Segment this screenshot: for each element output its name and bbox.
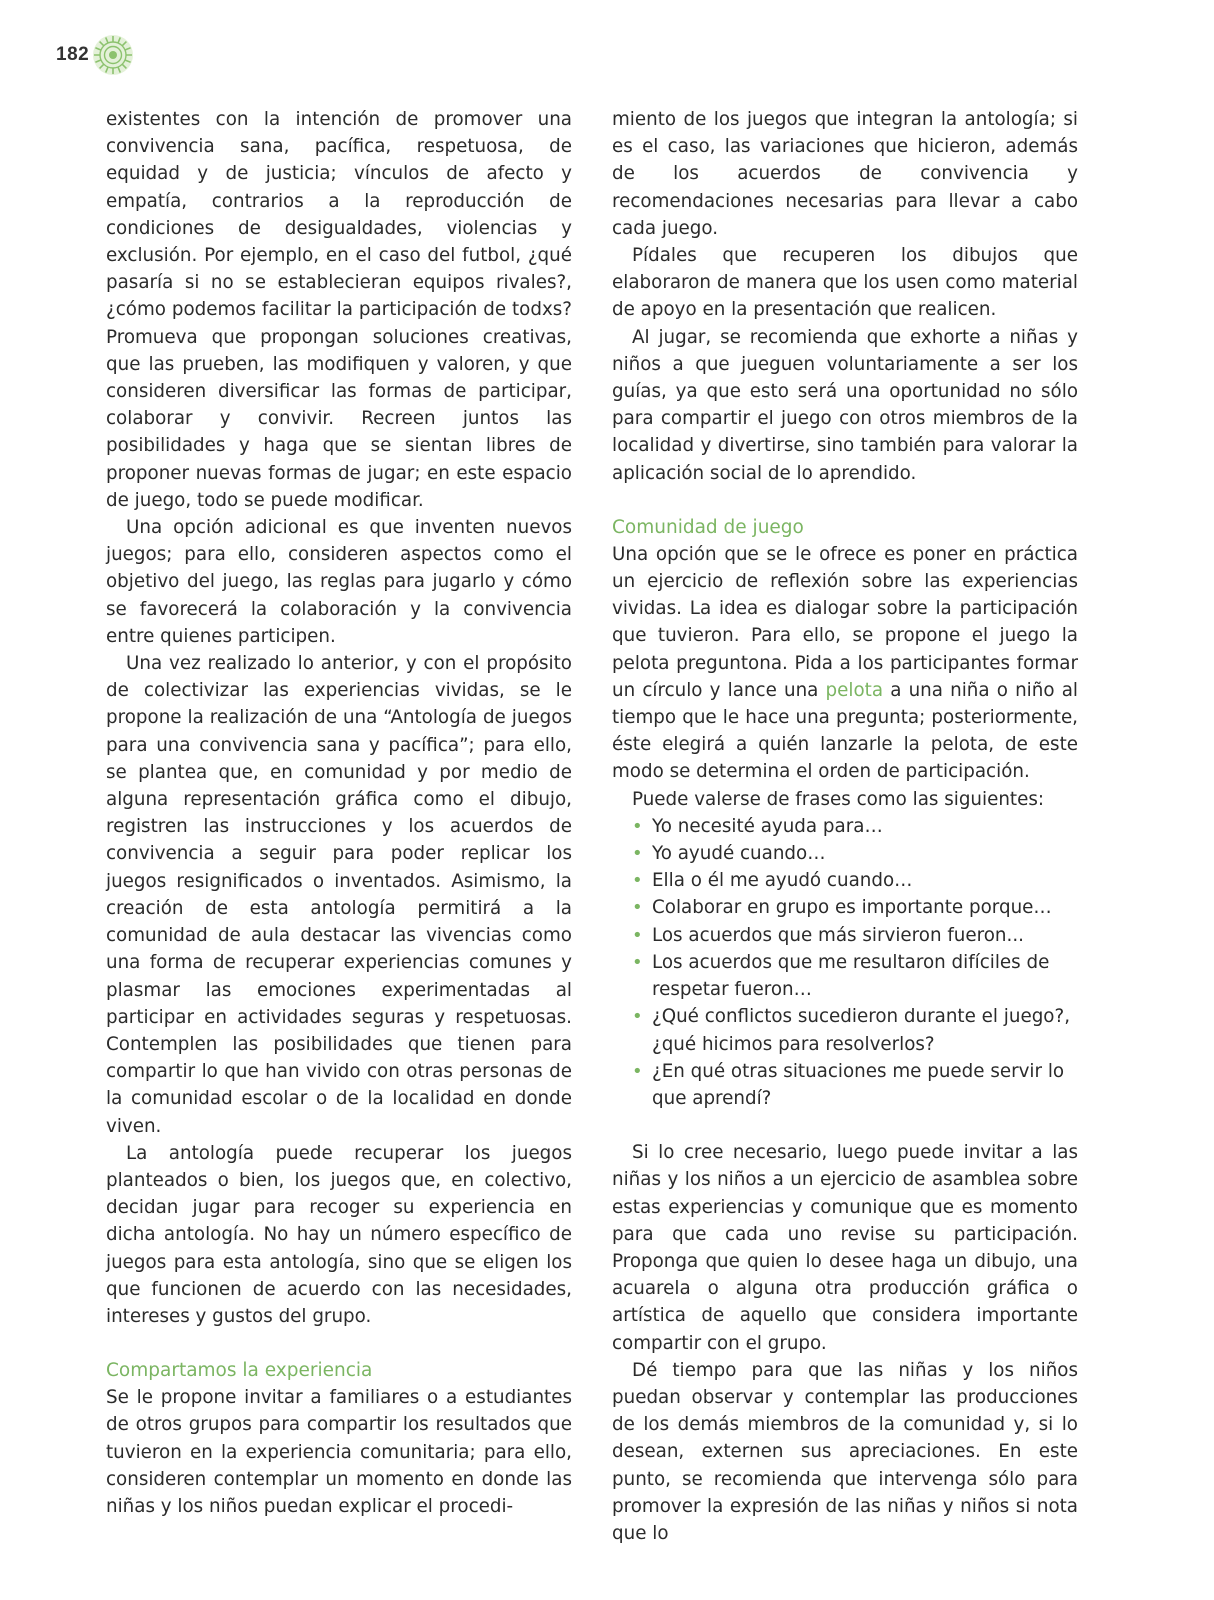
list-item: • Ella o él me ayudó cuando… <box>612 867 1078 894</box>
section-heading: Compartamos la experiencia <box>106 1360 373 1382</box>
list-item: • Colaborar en grupo es importante porque… <box>612 894 1078 921</box>
green-circular-emblem-icon <box>92 34 134 76</box>
list-item: • Yo ayudé cuando… <box>612 840 1078 867</box>
highlighted-word: pelota <box>825 679 884 701</box>
list-item: • Yo necesité ayuda para… <box>612 813 1078 840</box>
paragraph: existentes con la intención de promover una convivencia sana, pacífica, respetuosa, de equidad y de justicia; vínculos de afecto y empatía, contrarios a la reproducción de condiciones de desigualdades, violencias y exclusión. Por ejemplo, en el caso del futbol, ¿qué pasaría si no se establecieran equipos rivales?, ¿cómo podemos facilitar la participación de todxs? Promueva que propongan soluciones creativas, que las prueben, las modifiquen y valoren, y que consideren diversificar las formas de participar, colaborar y convivir. Recreen juntos las posibilidades y haga que se sientan libres de proponer nuevas formas de jugar; en este espacio de juego, todo se puede modificar. <box>106 109 572 511</box>
paragraph: Pídales que recuperen los dibujos que elaboraron de manera que los usen como material de apoyo en la presentación que realicen. <box>612 245 1078 321</box>
paragraph-text: Una opción que se le ofrece es poner en práctica un ejercicio de reflexión sobre las experiencias vividas. La idea es dialogar sobre la participación que tuvieron. Para ello, se propone el juego la pelota preguntona. Pida a los participantes formar un círculo y lance una <box>612 543 1078 701</box>
paragraph: Al jugar, se recomienda que exhorte a niñas y niños a que jueguen voluntariamente a ser los guías, ya que esto será una oportunidad no sólo para compartir el juego con otros miembros de la localidad y divertirse, sino también para valorar la aplicación social de lo aprendido. <box>612 326 1078 484</box>
paragraph: Dé tiempo para que las niñas y los niños puedan observar y contemplar las producciones de los demás miembros de la comunidad y, si lo desean, externen sus apreciaciones. En este punto, se recomienda que intervenga sólo para promover la expresión de las niñas y niños si nota que lo <box>612 1359 1078 1544</box>
paragraph: Se le propone invitar a familiares o a estudiantes de otros grupos para compartir los resultados que tuvieron en la experiencia comunitaria; para ello, consideren contemplar un momento en donde las niñas y los niños puedan explicar el procedi- <box>106 1387 572 1517</box>
left-column <box>106 106 572 1520</box>
list-item: • ¿En qué otras situaciones me puede servir lo que aprendí? <box>612 1058 1078 1112</box>
paragraph <box>612 541 1078 786</box>
paragraph: Puede valerse de frases como las siguientes: <box>632 788 1045 810</box>
list-item: • Los acuerdos que me resultaron difíciles de respetar fueron… <box>612 949 1078 1003</box>
paragraph: La antología puede recuperar los juegos planteados o bien, los juegos que, en colectivo, decidan jugar para recoger su experiencia en dicha antología. No hay un número específico de juegos para esta antología, sino que se eligen los que funcionen de acuerdo con las necesidades, intereses y gustos del grupo. <box>106 1142 572 1327</box>
bullet-list <box>612 813 1078 1112</box>
paragraph: Si lo cree necesario, luego puede invitar a las niñas y los niños a un ejercicio de asamblea sobre estas experiencias y comunique que es momento para que cada uno revise su participación. Proponga que quien lo desee haga un dibujo, una acuarela o alguna otra producción gráfica o artística de aquello que considera importante compartir con el grupo. <box>612 1142 1078 1354</box>
page-number: 182 <box>56 44 90 65</box>
paragraph: Una vez realizado lo anterior, y con el propósito de colectivizar las experiencias vividas, se le propone la realización de una “Antología de juegos para una convivencia sana y pacífica”; para ello, se plantea que, en comunidad y por medio de alguna representación gráfica como el dibujo, registren las instrucciones y los acuerdos de convivencia a seguir para poder replicar los juegos resignificados o inventados. Asimismo, la creación de esta antología permitirá a la comunidad de aula destacar las vivencias como una forma de recuperar experiencias comunes y plasmar las emociones experimentadas al participar en actividades seguras y respetuosas. Contemplen las posibilidades que tienen para compartir lo que han vivido con otras personas de la comunidad escolar o de la localidad en donde viven. <box>106 653 572 1137</box>
paragraph: miento de los juegos que integran la antología; si es el caso, las variaciones que hicieron, además de los acuerdos de convivencia y recomendaciones necesarias para llevar a cabo cada juego. <box>612 109 1078 239</box>
list-item: • ¿Qué conflictos sucedieron durante el juego?, ¿qué hicimos para resolverlos? <box>612 1003 1078 1057</box>
paragraph-text: a una niña o niño al tiempo que le hace una pregunta; posteriormente, éste elegirá a quién lanzarle la pelota, de este modo se determina el orden de participación. <box>612 679 1078 783</box>
section-heading: Comunidad de juego <box>612 516 804 538</box>
list-item: • Los acuerdos que más sirvieron fueron... <box>612 922 1078 949</box>
right-column <box>612 106 1078 1547</box>
paragraph: Una opción adicional es que inventen nuevos juegos; para ello, consideren aspectos como el objetivo del juego, las reglas para jugarlo y cómo se favorecerá la colaboración y la convivencia entre quienes participen. <box>106 517 572 647</box>
